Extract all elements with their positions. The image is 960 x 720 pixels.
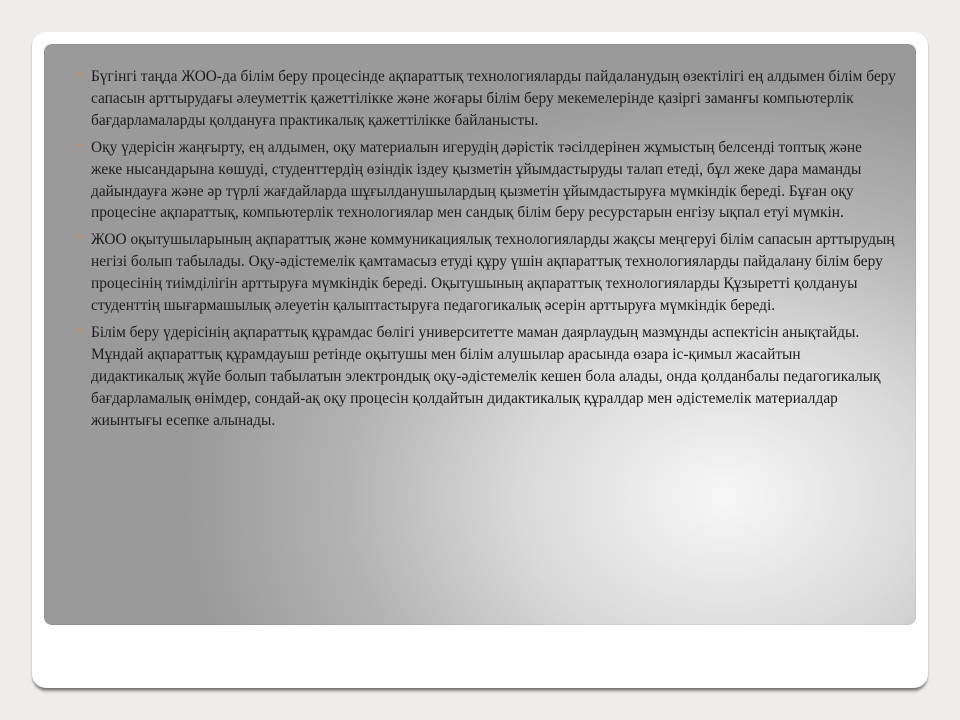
paragraph-3: [78, 229, 896, 317]
paragraph-text: Білім беру үдерісінің ақпараттық құрамдас бөлігі университетте маман даярлаудың мазмұнды аспектісін анықтайды. Мұндай ақпараттық құрамдауыш ретінде оқытушы мен білім алушылар арасында өзара іс-қимыл жасайтын дидактикалық жүйе болып табылатын электрондық оқу-әдістемелік кешен бола алады, онда қолданбалы педагогикалық бағдарламалық өнімдер, сондай-ақ оқу процесін қолдайтын дидактикалық құралдар мен әдістемелік материалдар жиынтығы есепке алынады.: [91, 323, 881, 429]
paragraph-list: [78, 66, 896, 437]
bullet-icon: •: [78, 67, 83, 81]
paragraph-text: Оқу үдерісін жаңғырту, ең алдымен, оқу материалын игерудің дәрістік тәсілдерінен жұмыстың белсенді топтық және жеке нысандарына көшуді, студенттердің өзіндік іздеу қызметін ұйымдастыруды талап етеді, бұл жеке дара маманды дайындауға және әр түрлі жағдайларда шұғылданушылардың қызметін ұйымдастыруға мүмкіндік береді. Бұған оқу процесіне ақпараттық, компьютерлік технологиялар мен сандық білім беру ресурстарын енгізу ықпал етуі мүмкін.: [91, 138, 862, 222]
bullet-icon: •: [78, 137, 83, 152]
paragraph-4: [78, 322, 896, 432]
bullet-icon: •: [78, 230, 83, 245]
bullet-icon: •: [78, 322, 83, 337]
paragraph-text: Бүгінгі таңда ЖОО-да білім беру процесінде ақпараттық технологияларды пайдаланудың өзектілігі ең алдымен білім беру сапасын арттырудағы әлеуметтік қажеттілікке және жоғары білім беру мекемелерінде қазіргі заманғы компьютерлік бағдарламаларды қолдануға практикалық қажеттілікке байланысты.: [91, 68, 896, 129]
paragraph-text: ЖОО оқытушыларының ақпараттық және коммуникациялық технологияларды жақсы меңгеруі білім сапасын арттырудың негізі болып табылады. Оқу-әдістемелік қамтамасыз етуді құру үшін ақпараттық технологияларды пайдалану білім беру процесінің тиімділігін арттыруға мүмкіндік береді. Оқытушының ақпараттық технологияларды Құзыретті қолдануы студенттің шығармашылық әлеуетін қалыптастыруға педагогикалық әсерін арттыруға мүмкіндік береді.: [91, 231, 895, 315]
content-panel: [44, 44, 916, 625]
paragraph-2: [78, 137, 896, 225]
paragraph-1: [78, 66, 896, 132]
